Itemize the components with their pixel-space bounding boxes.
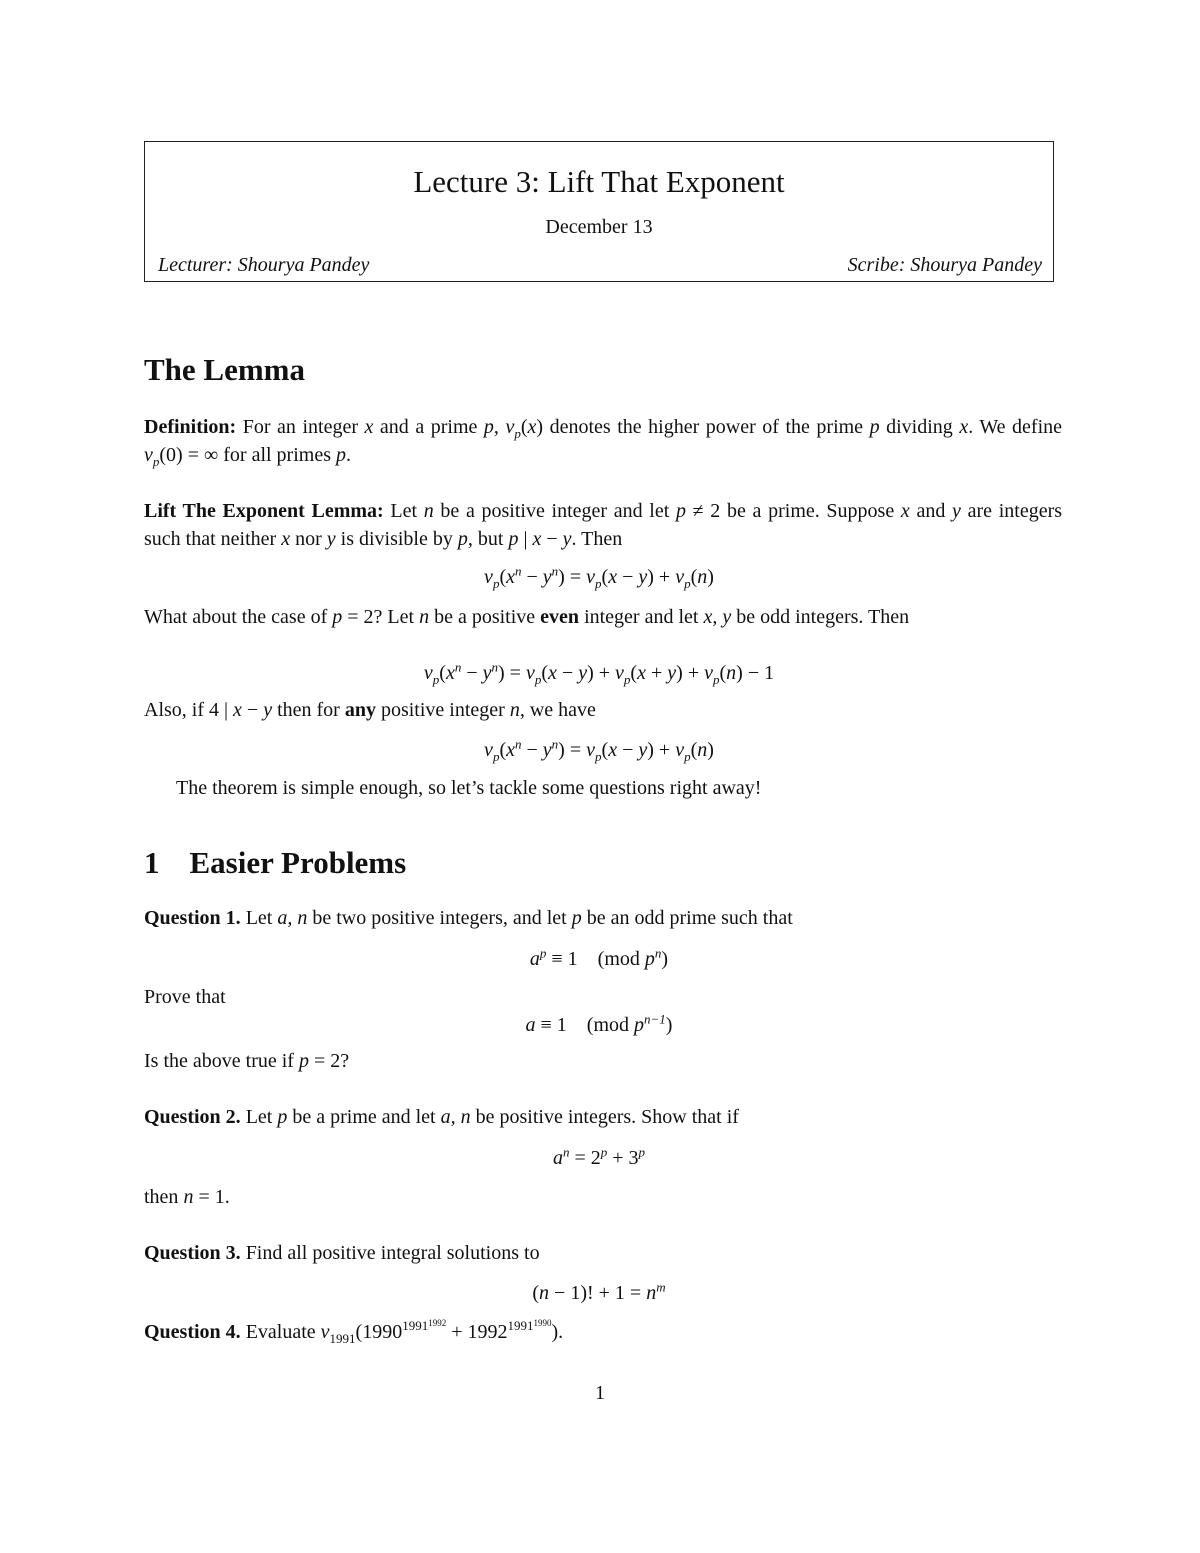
section-heading-easier — [144, 845, 406, 881]
lecturer-name: Lecturer: Shourya Pandey — [158, 254, 370, 276]
p2-case-line: What about the case of p = 2? Let n be a positive even integer and let x, y be odd integers. Then — [144, 606, 910, 628]
question-4: Question 4. Evaluate $v_{1991}(1990^{1991^{1992}} + 1992^{1991^{1990}})$. — [144, 1318, 564, 1346]
question-3-label: Question 3. — [144, 1242, 241, 1264]
even-word: even — [540, 606, 580, 628]
definition-text-1: For an integer x and a prime p, $v_p(x)$ denotes the higher power of the prime p dividing x. We define $v_p(0)$ = ∞ for all primes p. — [144, 416, 1063, 469]
lecture-header-box — [144, 141, 1054, 282]
section-number: 1 — [144, 845, 160, 880]
question-2-label: Question 2. — [144, 1106, 241, 1128]
definition-paragraph — [144, 413, 1062, 469]
lte-equation-odd: $v_p(x^n - y^n) = v_p(x - y) + v_p(n)$ — [484, 563, 714, 591]
any-word: any — [344, 699, 376, 721]
section-heading-lemma: The Lemma — [144, 352, 306, 387]
section-title: Easier Problems — [189, 845, 407, 880]
closing-line: The theorem is simple enough, so let’s tackle some questions right away! — [176, 777, 762, 799]
scribe-name: Scribe: Shourya Pandey — [847, 254, 1042, 276]
question-1: Question 1. Let a, n be two positive integers, and let p be an odd prime such that — [144, 907, 793, 929]
question-2-equation: $a^n = 2^p + 3^p$ — [552, 1144, 646, 1169]
lte-equation-four: $v_p(x^n - y^n) = v_p(x - y) + v_p(n)$ — [484, 736, 714, 764]
page-number: 1 — [595, 1382, 605, 1404]
lte-label: Lift The Exponent Lemma: — [144, 500, 384, 522]
question-3-equation: (n − 1)! + $1 = n^m$ — [532, 1279, 666, 1304]
lte-paragraph — [144, 497, 1062, 553]
question-4-label: Question 4. — [144, 1321, 241, 1343]
lte-equation-even: $v_p(x^n - y^n) = v_p(x - y) + v_p(x + y) + v_p(n) - 1$ — [423, 659, 775, 687]
question-1-equation-1: $a^p \equiv 1$ (mod $p^n$) — [529, 945, 669, 970]
question-1-label: Question 1. — [144, 907, 241, 929]
question-3-text: Find all positive integral solutions to — [245, 1242, 540, 1264]
also-line: Also, if 4 | x − y then for any positive integer n, we have — [144, 699, 596, 721]
question-1-equation-2: a ≡ 1 (mod $p^{n-1}$) — [525, 1011, 673, 1036]
definition-label: Definition: — [144, 416, 237, 438]
question-1-followup: Is the above true if p = 2? — [144, 1050, 350, 1072]
question-1-prove: Prove that — [144, 986, 226, 1008]
lecture-date: December 13 — [545, 216, 653, 238]
question-2-then: then n = 1. — [144, 1186, 230, 1208]
question-3 — [144, 1242, 540, 1265]
lecture-title: Lecture 3: Lift That Exponent — [413, 164, 785, 199]
lte-text: Let n be a positive integer and let p ≠ 2 be a prime. Suppose x and y are integers such that neither x nor y is divisible by p, but p | x − y. Then — [144, 500, 1063, 550]
question-2: Question 2. Let p be a prime and let a, n be positive integers. Show that if — [144, 1106, 739, 1128]
